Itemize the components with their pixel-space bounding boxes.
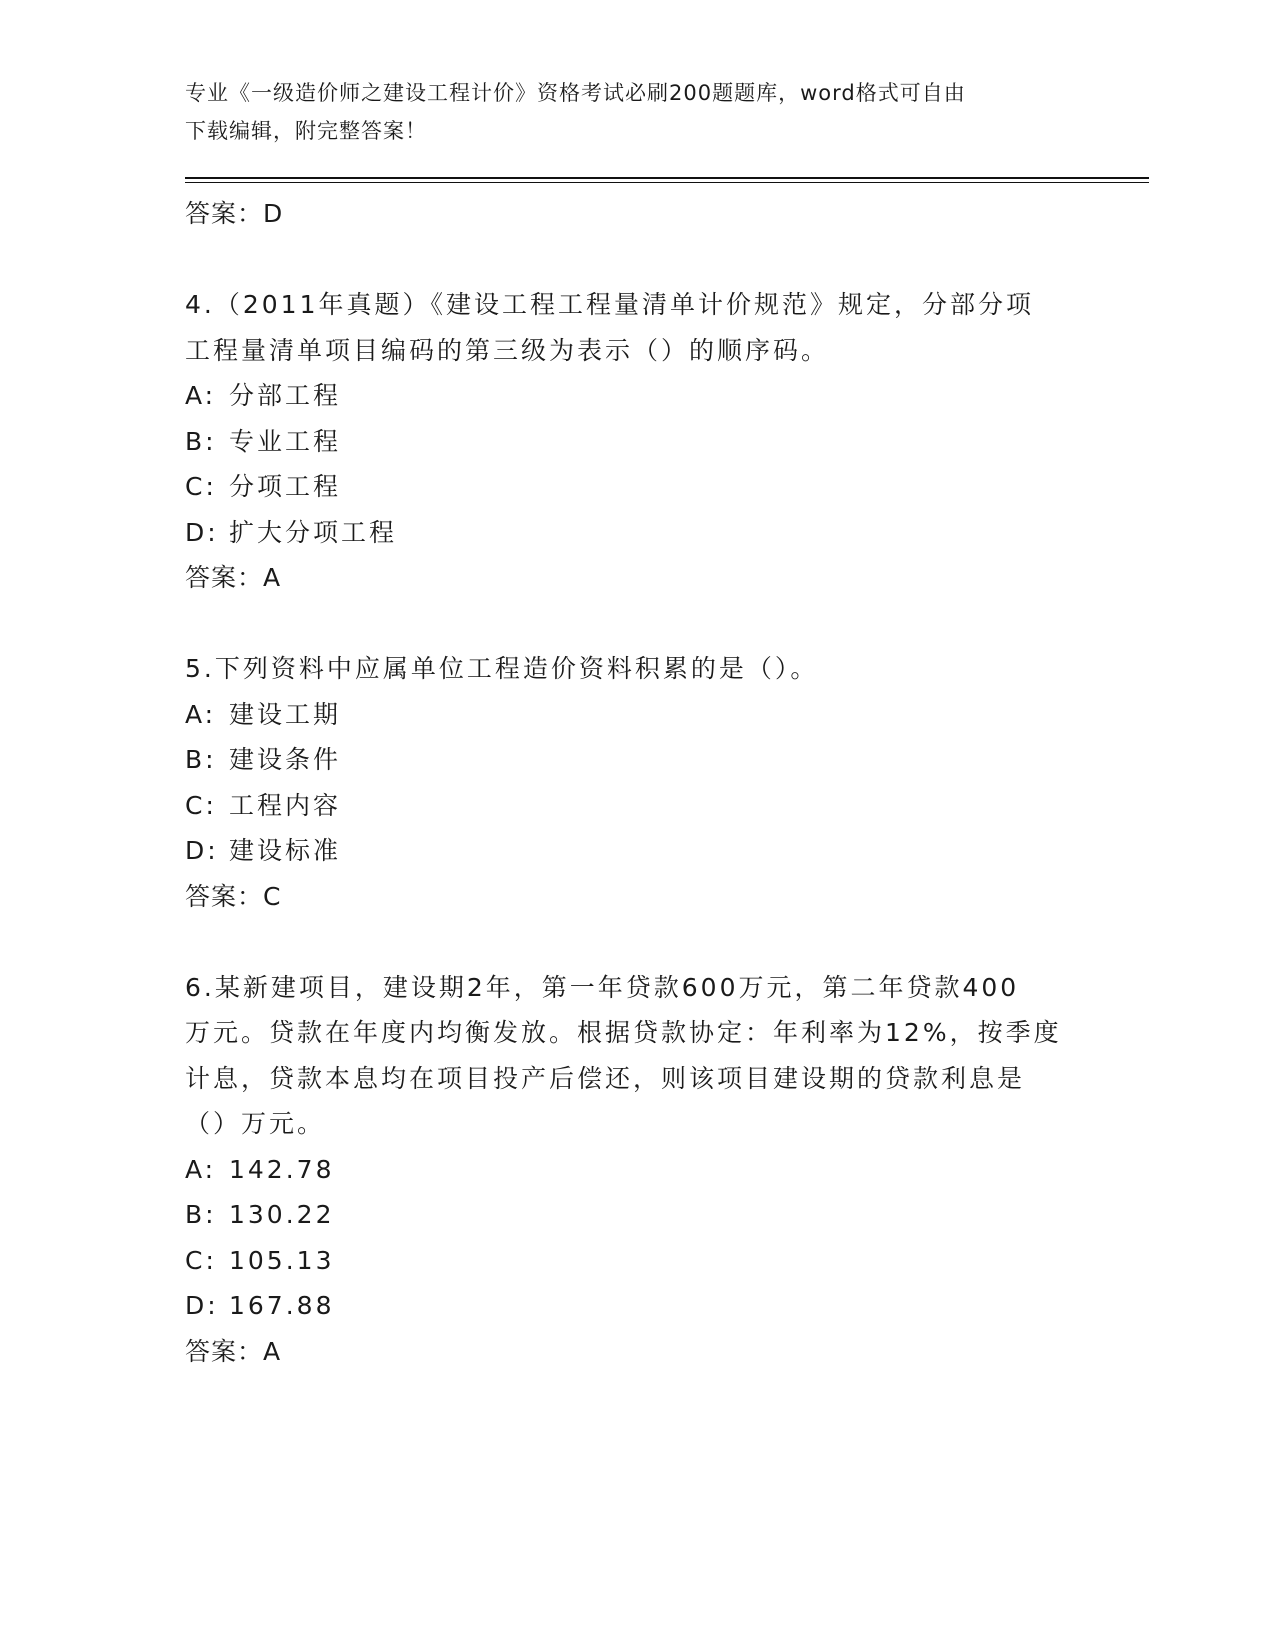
option-text: 分部工程	[229, 381, 342, 410]
option-c	[185, 783, 1085, 829]
option-a	[185, 373, 1085, 419]
question-text-line: （）万元。	[185, 1109, 326, 1138]
option-text: 建设标准	[229, 836, 342, 865]
option-b	[185, 737, 1085, 783]
option-letter: D:	[185, 517, 219, 547]
option-d	[185, 1283, 1085, 1329]
option-text: 建设条件	[229, 745, 342, 774]
question-5	[185, 646, 1085, 919]
question-6	[185, 965, 1085, 1375]
option-d	[185, 510, 1085, 556]
option-letter: D:	[185, 836, 219, 865]
option-d	[185, 828, 1085, 874]
option-a	[185, 1147, 1085, 1193]
option-b	[185, 1192, 1085, 1238]
option-text: 142.78	[229, 1154, 335, 1184]
previous-answer: 答案：D	[185, 199, 284, 228]
header-line-1: 专业《一级造价师之建设工程计价》资格考试必刷200题题库，word格式可自由	[185, 81, 966, 105]
option-text: 167.88	[229, 1291, 335, 1320]
document-body	[185, 191, 1085, 1374]
option-letter: A:	[185, 1154, 217, 1184]
spacer	[185, 601, 1085, 647]
option-letter: C:	[185, 1245, 217, 1275]
question-text-line: 工程量清单项目编码的第三级为表示（）的顺序码。	[185, 335, 830, 365]
option-letter: B:	[185, 745, 217, 774]
answer: 答案：C	[185, 881, 282, 911]
header-line-2: 下载编辑，附完整答案！	[185, 119, 427, 143]
answer: 答案：A	[185, 563, 282, 592]
spacer	[185, 919, 1085, 965]
question-text-line: 计息，贷款本息均在项目投产后偿还，则该项目建设期的贷款利息是	[185, 1063, 1026, 1093]
answer: 答案：A	[185, 1336, 282, 1366]
question-text-line: 5.下列资料中应属单位工程造价资料积累的是（）。	[185, 654, 819, 683]
spacer	[185, 237, 1085, 283]
option-letter: B:	[185, 1200, 217, 1229]
header-divider-thick	[185, 177, 1149, 179]
option-letter: B:	[185, 426, 217, 456]
question-text-line: 4.（2011年真题）《建设工程工程量清单计价规范》规定，分部分项	[185, 290, 1034, 319]
option-letter: D:	[185, 1291, 219, 1320]
option-letter: A:	[185, 381, 217, 410]
header-divider-thin	[185, 182, 1149, 183]
question-text-line: 万元。贷款在年度内均衡发放。根据贷款协定：年利率为12%，按季度	[185, 1018, 1062, 1047]
option-c	[185, 1238, 1085, 1284]
option-letter: C:	[185, 472, 217, 501]
option-letter: C:	[185, 790, 217, 820]
question-text-line: 6.某新建项目，建设期2年，第一年贷款600万元，第二年贷款400	[185, 972, 1020, 1002]
option-text: 工程内容	[229, 790, 342, 820]
option-b	[185, 419, 1085, 465]
option-c	[185, 464, 1085, 510]
option-text: 130.22	[229, 1200, 335, 1229]
option-text: 专业工程	[229, 426, 342, 456]
option-text: 105.13	[229, 1245, 335, 1275]
option-letter: A:	[185, 699, 217, 729]
option-text: 分项工程	[229, 472, 342, 501]
option-a	[185, 692, 1085, 738]
document-header	[185, 74, 1065, 150]
option-text: 建设工期	[229, 699, 342, 729]
option-text: 扩大分项工程	[229, 517, 398, 547]
question-4	[185, 282, 1085, 601]
